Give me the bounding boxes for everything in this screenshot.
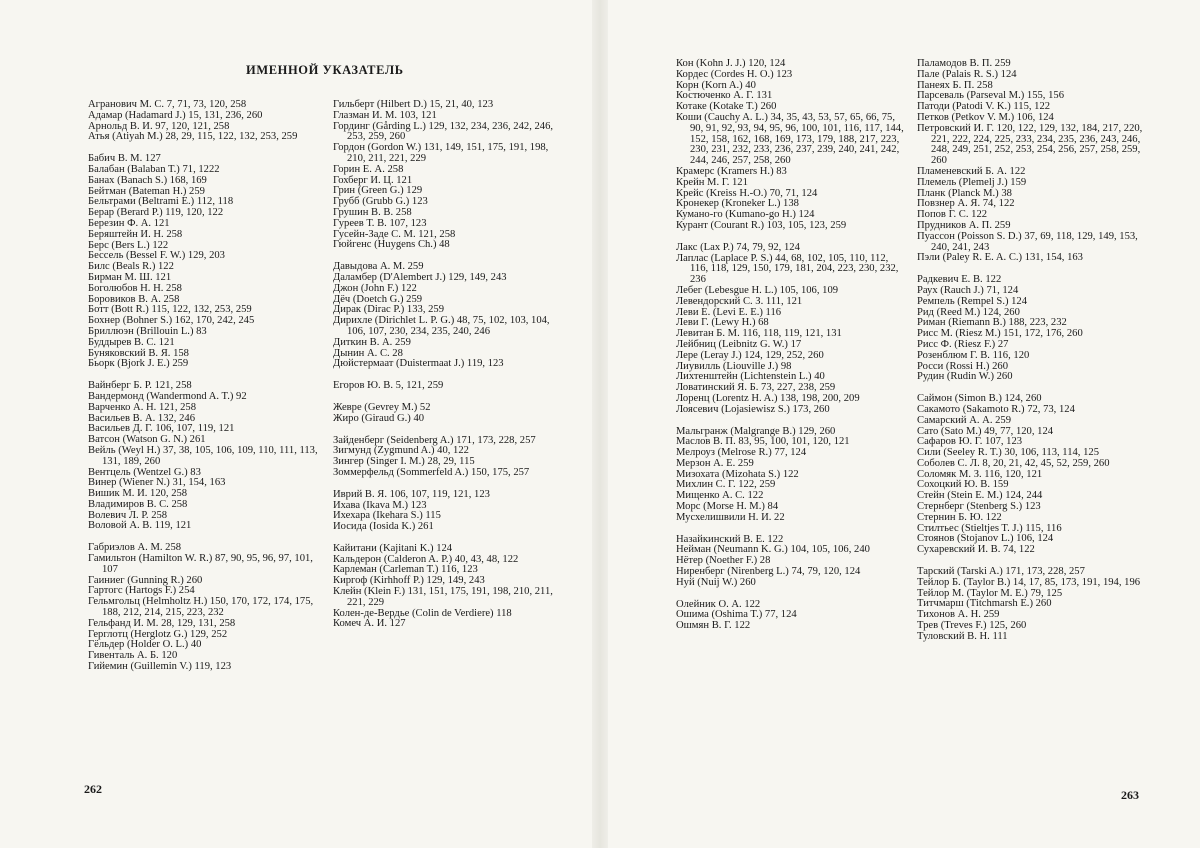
index-entry: Березин Ф. А. 121 [88, 217, 170, 229]
index-entry: Кордес (Cordes H. O.) 123 [676, 68, 793, 80]
index-entry: Балабан (Balaban T.) 71, 1222 [88, 163, 220, 175]
index-entry: Гаиниег (Gunning R.) 260 [88, 574, 203, 586]
index-entry: Стоянов (Stojanov L.) 106, 124 [917, 533, 1054, 545]
page-number-right: 263 [1121, 788, 1139, 802]
index-entry: Лейбниц (Leibnitz G. W.) 17 [676, 338, 802, 350]
index-entry: Бьорк (Bjork J. E.) 259 [88, 358, 189, 370]
index-entry: Вандермонд (Wandermond A. T.) 92 [88, 390, 247, 402]
index-entry: Крамерс (Kramers H.) 83 [676, 165, 787, 177]
index-entry: Дирак (Dirac P.) 133, 259 [333, 304, 445, 316]
index-entry: Герглотц (Herglotz G.) 129, 252 [88, 628, 228, 640]
index-entry: Стернин Б. Ю. 122 [917, 511, 1002, 523]
index-entry: Варченко А. Н. 121, 258 [88, 401, 197, 413]
page-title: ИМЕННОЙ УКАЗАТЕЛЬ [246, 63, 404, 77]
index-entry: Лаплас (Laplace P. S.) 44, 68, 102, 105, 110, 112, 116, 118, 129, 150, 179, 181, 204, 223, 230, 232, 236 [676, 252, 899, 286]
right-page [610, 0, 1200, 848]
index-entry: Ихава (Ikava M.) 123 [333, 499, 427, 511]
index-entry: Тихонов А. Н. 259 [917, 609, 1000, 621]
index-entry: Бриллюэн (Brillouin L.) 83 [88, 325, 207, 337]
index-entry: Морс (Morse H. M.) 84 [676, 501, 779, 513]
index-entry: Комеч А. И. 127 [333, 618, 406, 630]
index-entry: Боголюбов Н. Н. 258 [88, 282, 182, 294]
index-entry: Котаке (Kotake T.) 260 [676, 101, 777, 113]
index-entry: Сили (Seeley R. T.) 30, 106, 113, 114, 125 [917, 447, 1099, 459]
index-entry: Михлин С. Г. 122, 259 [676, 479, 776, 491]
index-entry: Корн (Korn A.) 40 [676, 79, 756, 91]
index-column-1 [88, 100, 320, 673]
index-entry: Тарский (Tarski A.) 171, 173, 228, 257 [917, 566, 1085, 578]
index-entry: Дюйстермаат (Duistermaat J.) 119, 123 [333, 358, 504, 370]
index-entry: Лере (Leray J.) 124, 129, 252, 260 [676, 349, 824, 361]
index-entry: Дёч (Doetch G.) 259 [333, 293, 423, 305]
index-entry: Гординг (Gårding L.) 129, 132, 234, 236, 242, 246, 253, 259, 260 [333, 120, 554, 143]
index-entry: Гохберг И. Ц. 121 [333, 174, 413, 186]
index-entry: Агранович М. С. 7, 71, 73, 120, 258 [88, 99, 247, 110]
index-entry: Дынин А. С. 28 [333, 347, 403, 359]
index-entry: Гамильтон (Hamilton W. R.) 87, 90, 95, 96, 97, 101, 107 [88, 553, 313, 575]
index-entry: Ловатинский Я. Б. 73, 227, 238, 259 [676, 382, 836, 394]
index-entry: Прудников А. П. 259 [917, 219, 1011, 231]
index-entry: Пламеневский Б. А. 122 [917, 165, 1026, 177]
index-entry: Владимиров В. С. 258 [88, 498, 188, 510]
left-page [0, 0, 590, 848]
index-entry: Кронекер (Kroneker L.) 138 [676, 198, 799, 210]
index-entry: Ботт (Bott R.) 115, 122, 132, 253, 259 [88, 304, 252, 316]
letter-group-gap [676, 589, 908, 600]
index-column-3 [676, 59, 908, 632]
index-entry: Панеях Б. П. 258 [917, 79, 993, 91]
index-entry: Мальгранж (Malgrange B.) 129, 260 [676, 425, 836, 437]
index-entry: Крейс (Kreiss H.-O.) 70, 71, 124 [676, 187, 818, 199]
index-entry: Соболев С. Л. 8, 20, 21, 42, 45, 52, 259, 260 [917, 457, 1110, 469]
index-entry: Давыдова А. М. 259 [333, 261, 424, 273]
index-entry: Курант (Courant R.) 103, 105, 123, 259 [676, 219, 847, 231]
index-entry: Ошима (Oshima T.) 77, 124 [676, 609, 797, 621]
index-entry: Арнольд В. И. 97, 120, 121, 258 [88, 120, 230, 132]
index-entry: Розенблюм Г. В. 116, 120 [917, 349, 1030, 361]
index-entry: Пэли (Paley R. E. A. C.) 131, 154, 163 [917, 252, 1083, 264]
index-entry: Винер (Wiener N.) 31, 154, 163 [88, 477, 226, 489]
index-entry: Нуй (Nuij W.) 260 [676, 576, 756, 588]
index-entry: Грубб (Grubb G.) 123 [333, 196, 428, 208]
index-entry: Жиро (Giraud G.) 40 [333, 412, 425, 424]
index-entry: Пале (Palais R. S.) 124 [917, 68, 1017, 80]
index-entry: Петков (Petkov V. M.) 106, 124 [917, 111, 1054, 123]
index-entry: Билс (Beals R.) 122 [88, 261, 174, 273]
index-entry: Костюченко А. Г. 131 [676, 90, 773, 102]
index-entry: Даламбер (D'Alembert J.) 129, 149, 243 [333, 271, 507, 283]
index-entry: Самарский А. А. 259 [917, 414, 1012, 426]
index-entry: Назайкинский В. Е. 122 [676, 533, 784, 545]
index-entry: Васильев Д. Г. 106, 107, 119, 121 [88, 423, 235, 435]
index-entry: Ремпель (Rempel S.) 124 [917, 295, 1028, 307]
index-entry: Волевич Л. Р. 258 [88, 509, 168, 521]
index-entry: Грушин В. В. 258 [333, 206, 412, 218]
page-number-left: 262 [84, 782, 102, 796]
index-entry: Бессель (Bessel F. W.) 129, 203 [88, 250, 225, 262]
index-entry: Вишик М. И. 120, 258 [88, 488, 188, 500]
index-entry: Нётер (Noether F.) 28 [676, 555, 771, 567]
index-entry: Раух (Rauch J.) 71, 124 [917, 284, 1019, 296]
index-entry: Гюйгенс (Huygens Ch.) 48 [333, 239, 450, 251]
index-entry: Гусейн-Заде С. М. 121, 258 [333, 228, 456, 240]
index-entry: Берар (Berard P.) 119, 120, 122 [88, 207, 224, 219]
index-entry: Лоренц (Lorentz H. A.) 138, 198, 200, 209 [676, 392, 860, 404]
index-entry: Беряштейн И. Н. 258 [88, 228, 183, 240]
index-entry: Воловой А. В. 119, 121 [88, 520, 192, 532]
index-entry: Гёльдер (Holder O. L.) 40 [88, 639, 202, 651]
index-entry: Колен-де-Вердье (Colin de Verdiere) 118 [333, 607, 512, 619]
index-entry: Зоммерфельд (Sommerfeld A.) 150, 175, 257 [333, 466, 530, 478]
index-entry: Гельфанд И. М. 28, 129, 131, 258 [88, 617, 236, 629]
index-entry: Мизохата (Mizohata S.) 122 [676, 468, 799, 480]
index-entry: Рудин (Rudin W.) 260 [917, 371, 1013, 383]
letter-group-gap [333, 425, 565, 436]
index-entry: Вайнберг Б. Р. 121, 258 [88, 380, 192, 392]
index-entry: Жевре (Gevrey M.) 52 [333, 401, 431, 413]
index-entry: Кон (Kohn J. J.) 120, 124 [676, 58, 786, 69]
index-entry: Ошмян В. Г. 122 [676, 620, 751, 632]
index-entry: Берс (Bers L.) 122 [88, 239, 169, 251]
index-entry: Леви Г. (Lewy H.) 68 [676, 317, 769, 329]
index-entry: Гельмгольц (Helmholtz H.) 150, 170, 172, 174, 175, 188, 212, 214, 215, 223, 232 [88, 596, 314, 619]
index-entry: Петровский И. Г. 120, 122, 129, 132, 184, 217, 220, 221, 222, 224, 225, 233, 234, 235, 236, 243, 246, 248, 249, 251, 252, 253, 254, 256, 257, 258, 259, 260 [917, 122, 1143, 167]
index-entry: Бохнер (Bohner S.) 162, 170, 242, 245 [88, 315, 255, 327]
index-entry: Сохоцкий Ю. В. 159 [917, 479, 1009, 491]
index-entry: Племель (Plemelj J.) 159 [917, 176, 1027, 188]
index-entry: Лоясевич (Lojasiewisz S.) 173, 260 [676, 403, 830, 415]
index-entry: Васильев В. А. 132, 246 [88, 412, 195, 424]
index-entry: Попов Г. С. 122 [917, 209, 988, 221]
index-entry: Рисс М. (Riesz M.) 151, 172, 176, 260 [917, 328, 1083, 340]
index-entry: Грин (Green G.) 129 [333, 185, 423, 197]
index-entry: Стейн (Stein E. M.) 124, 244 [917, 490, 1043, 502]
index-column-4 [917, 59, 1149, 643]
index-entry: Саймон (Simon B.) 124, 260 [917, 393, 1042, 405]
index-entry: Банах (Banach S.) 168, 169 [88, 174, 207, 186]
index-entry: Сато (Sato M.) 49, 77, 120, 124 [917, 425, 1054, 437]
index-entry: Гордон (Gordon W.) 131, 149, 151, 175, 191, 198, 210, 211, 221, 229 [333, 142, 549, 164]
index-entry: Дирихле (Dirichlet L. P. G.) 48, 75, 102, 103, 104, 106, 107, 230, 234, 235, 240, 246 [333, 315, 550, 337]
index-entry: Рид (Reed M.) 124, 260 [917, 306, 1020, 318]
index-entry: Иврий В. Я. 106, 107, 119, 121, 123 [333, 488, 490, 500]
index-entry: Ниренберг (Nirenberg L.) 74, 79, 120, 124 [676, 566, 861, 578]
letter-group-gap [676, 416, 908, 427]
index-entry: Нейман (Neumann K. G.) 104, 105, 106, 240 [676, 544, 870, 556]
index-entry: Зигмунд (Zygmund A.) 40, 122 [333, 445, 469, 457]
index-entry: Планк (Planck M.) 38 [917, 187, 1012, 199]
index-entry: Лакс (Lax P.) 74, 79, 92, 124 [676, 241, 800, 253]
index-entry: Лиувилль (Liouville J.) 98 [676, 360, 792, 372]
index-entry: Кальдерон (Calderon A. P.) 40, 43, 48, 122 [333, 553, 519, 565]
index-entry: Патоди (Patodi V. K.) 115, 122 [917, 101, 1051, 113]
index-entry: Левендорский С. З. 111, 121 [676, 295, 803, 307]
index-entry: Крейн М. Г. 121 [676, 176, 748, 188]
index-entry: Повзнер А. Я. 74, 122 [917, 198, 1015, 210]
index-entry: Гартогс (Hartogs F.) 254 [88, 585, 195, 597]
index-entry: Буняковский В. Я. 158 [88, 347, 189, 359]
index-entry: Гивенталь А. Б. 120 [88, 650, 178, 662]
index-entry: Иосида (Iosida K.) 261 [333, 521, 434, 533]
index-entry: Зингер (Singer I. M.) 28, 29, 115 [333, 456, 475, 468]
index-entry: Атья (Atiyah M.) 28, 29, 115, 122, 132, 253, 259 [88, 131, 298, 143]
index-entry: Глазман И. М. 103, 121 [333, 109, 437, 121]
index-entry: Бирман М. Ш. 121 [88, 271, 172, 283]
index-entry: Пуассон (Poisson S. D.) 37, 69, 118, 129, 149, 153, 240, 241, 243 [917, 230, 1138, 253]
index-entry: Диткин В. А. 259 [333, 336, 411, 348]
index-entry: Кайитани (Kajitani K.) 124 [333, 542, 453, 554]
index-entry: Горин Е. А. 258 [333, 163, 404, 175]
index-entry: Тейлор Б. (Taylor B.) 14, 17, 85, 173, 191, 194, 196 [917, 576, 1141, 588]
index-entry: Карлеман (Carleman T.) 116, 123 [333, 564, 478, 576]
index-entry: Мелроуз (Melrose R.) 77, 124 [676, 447, 807, 459]
book-gutter [592, 0, 608, 848]
index-entry: Габриэлов А. М. 258 [88, 542, 182, 554]
index-entry: Вентцель (Wentzel G.) 83 [88, 466, 201, 478]
index-entry: Гильберт (Hilbert D.) 15, 21, 40, 123 [333, 99, 494, 110]
index-entry: Лебег (Lebesgue H. L.) 105, 106, 109 [676, 284, 839, 296]
index-entry: Парсеваль (Parseval M.) 155, 156 [917, 90, 1064, 102]
index-entry: Рисс Ф. (Riesz F.) 27 [917, 338, 1009, 350]
index-entry: Вейль (Weyl H.) 37, 38, 105, 106, 109, 110, 111, 113, 131, 189, 260 [88, 444, 318, 467]
index-entry: Гуреев Т. В. 107, 123 [333, 217, 427, 229]
index-entry: Паламодов В. П. 259 [917, 58, 1011, 69]
index-entry: Гийемин (Guillemin V.) 119, 123 [88, 661, 232, 673]
index-entry: Сухаревский И. В. 74, 122 [917, 544, 1035, 556]
index-entry: Джон (John F.) 122 [333, 282, 417, 294]
index-entry: Киргоф (Kirhhoff P.) 129, 149, 243 [333, 575, 485, 587]
index-entry: Лихтенштейн (Lichtenstein L.) 40 [676, 371, 825, 383]
index-entry: Сафаров Ю. Г. 107, 123 [917, 436, 1023, 448]
index-entry: Бабич В. М. 127 [88, 153, 161, 165]
index-entry: Мищенко А. С. 122 [676, 490, 764, 502]
index-entry: Адамар (Hadamard J.) 15, 131, 236, 260 [88, 109, 263, 121]
index-entry: Туловский В. Н. 111 [917, 630, 1008, 642]
index-entry: Тейлор М. (Taylor M. E.) 79, 125 [917, 587, 1063, 599]
index-entry: Бельтрами (Beltrami E.) 112, 118 [88, 196, 234, 208]
index-entry: Леви Е. (Levi E. E.) 116 [676, 306, 782, 318]
index-entry: Стернберг (Stenberg S.) 123 [917, 501, 1041, 513]
index-entry: Левитан Б. М. 116, 118, 119, 121, 131 [676, 328, 842, 340]
index-entry: Соломяк М. З. 116, 120, 121 [917, 468, 1043, 480]
index-entry: Ихехара (Ikehara S.) 115 [333, 510, 441, 522]
index-entry: Маслов В. П. 83, 95, 100, 101, 120, 121 [676, 436, 850, 448]
index-entry: Буддырев В. С. 121 [88, 336, 175, 348]
index-entry: Коши (Cauchy A. L.) 34, 35, 43, 53, 57, 65, 66, 75, 90, 91, 92, 93, 94, 95, 96, 100, 101, 116, 117, 144, 152, 158, 162, 168, 169, 173, 179, 188, 217, 223, 230, 231, 232, 233, 236, 237, 239, 240, 241, 242, 244, 246, 257, 258, 260 [676, 111, 904, 167]
index-entry: Мерзон А. Е. 259 [676, 457, 754, 469]
index-entry: Боровиков В. А. 258 [88, 293, 180, 305]
index-entry: Трев (Treves F.) 125, 260 [917, 620, 1027, 632]
index-entry: Стилтьес (Stieltjes T. J.) 115, 116 [917, 522, 1062, 534]
index-entry: Радкевич Е. В. 122 [917, 274, 1002, 286]
index-entry: Бейтман (Bateman H.) 259 [88, 185, 205, 197]
index-column-2 [333, 100, 565, 630]
index-entry: Олейник О. А. 122 [676, 598, 761, 610]
index-entry: Кумано-го (Kumano-go H.) 124 [676, 209, 815, 221]
index-entry: Егоров Ю. В. 5, 121, 259 [333, 380, 444, 392]
index-entry: Сакамото (Sakamoto R.) 72, 73, 124 [917, 403, 1075, 415]
index-entry: Титчмарш (Titchmarsh E.) 260 [917, 598, 1052, 610]
index-entry: Мусхелишвили Н. И. 22 [676, 511, 785, 523]
index-entry: Ватсон (Watson G. N.) 261 [88, 434, 206, 446]
index-entry: Росси (Rossi H.) 260 [917, 360, 1009, 372]
index-entry: Клейн (Klein F.) 131, 151, 175, 191, 198, 210, 211, 221, 229 [333, 586, 553, 608]
index-entry: Риман (Riemann B.) 188, 223, 232 [917, 317, 1067, 329]
index-entry: Зайденберг (Seidenberg A.) 171, 173, 228, 257 [333, 434, 536, 446]
